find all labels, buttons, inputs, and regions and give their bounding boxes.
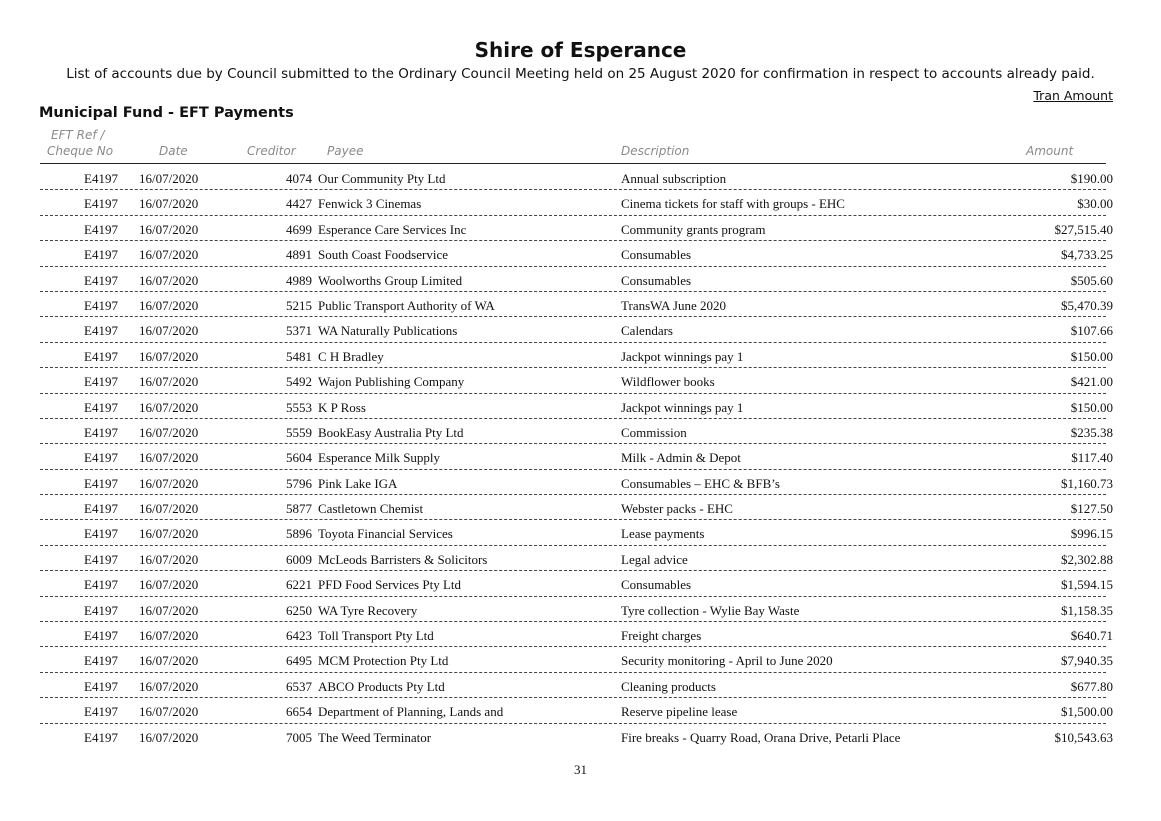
- cell-amount: $10,543.63: [1054, 729, 1113, 745]
- cell-date: 16/07/2020: [139, 704, 199, 720]
- cell-payee: PFD Food Services Pty Ltd: [318, 577, 462, 593]
- cell-payee: Public Transport Authority of WA: [318, 297, 495, 313]
- cell-creditor: 5896: [286, 526, 312, 542]
- cell-payee: Fenwick 3 Cinemas: [318, 196, 422, 212]
- cell-ref: E4197: [84, 196, 118, 212]
- cell-payee: South Coast Foodservice: [318, 247, 448, 263]
- cell-ref: E4197: [84, 348, 118, 364]
- cell-description: Security monitoring - April to June 2020: [621, 653, 833, 669]
- cell-amount: $1,158.35: [1061, 602, 1113, 618]
- cell-ref: E4197: [84, 526, 118, 542]
- cell-payee: Toll Transport Pty Ltd: [318, 628, 434, 644]
- table-row: [0, 241, 1161, 266]
- cell-amount: $127.50: [1070, 501, 1113, 517]
- table-row: [0, 165, 1161, 190]
- cell-description: Calendars: [621, 323, 673, 339]
- cell-payee: ABCO Products Pty Ltd: [318, 678, 445, 694]
- cell-payee: Toyota Financial Services: [318, 526, 453, 542]
- cell-payee: The Weed Terminator: [318, 729, 432, 745]
- cell-payee: BookEasy Australia Pty Ltd: [318, 424, 464, 440]
- cell-description: Consumables – EHC & BFB’s: [621, 475, 780, 491]
- cell-description: Community grants program: [621, 221, 766, 237]
- cell-payee: Esperance Milk Supply: [318, 450, 441, 466]
- table-row: [0, 546, 1161, 571]
- cell-description: Cleaning products: [621, 678, 716, 694]
- cell-creditor: 5371: [286, 323, 312, 339]
- cell-description: Annual subscription: [621, 171, 727, 186]
- cell-payee: McLeods Barristers & Solicitors: [318, 551, 488, 567]
- cell-amount: $1,594.15: [1061, 577, 1113, 593]
- table-row: [0, 292, 1161, 317]
- cell-payee: Castletown Chemist: [318, 501, 424, 517]
- table-row: [0, 698, 1161, 723]
- table-row: [0, 470, 1161, 495]
- cell-amount: $1,500.00: [1061, 704, 1113, 720]
- cell-payee: Pink Lake IGA: [318, 475, 398, 491]
- header-date: Date: [159, 144, 188, 158]
- cell-description: Fire breaks - Quarry Road, Orana Drive, Petarli Place: [621, 729, 901, 745]
- table-row: [0, 622, 1161, 647]
- cell-payee: Esperance Care Services Inc: [318, 221, 467, 237]
- header-description: Description: [621, 144, 690, 158]
- cell-date: 16/07/2020: [139, 729, 199, 745]
- cell-description: Freight charges: [621, 628, 702, 644]
- cell-ref: E4197: [84, 424, 118, 440]
- cell-amount: $640.71: [1070, 628, 1113, 644]
- cell-description: Wildflower books: [621, 374, 715, 390]
- table-row: [0, 368, 1161, 393]
- report-subtitle: List of accounts due by Council submitted to the Ordinary Council Meeting held on 25 August 2020 for confirmation in respect to accounts already paid.: [66, 66, 1095, 82]
- cell-creditor: 4699: [286, 221, 312, 237]
- cell-date: 16/07/2020: [139, 551, 199, 567]
- cell-ref: E4197: [84, 272, 118, 288]
- cell-creditor: 4891: [286, 247, 312, 263]
- table-row: [0, 343, 1161, 368]
- tran-amount-link[interactable]: Tran Amount: [1033, 88, 1113, 103]
- cell-creditor: 4074: [286, 171, 312, 186]
- cell-payee: Woolworths Group Limited: [318, 272, 463, 288]
- cell-date: 16/07/2020: [139, 323, 199, 339]
- cell-amount: $5,470.39: [1061, 297, 1113, 313]
- cell-description: Jackpot winnings pay 1: [621, 348, 744, 364]
- cell-date: 16/07/2020: [139, 602, 199, 618]
- table-row: [0, 647, 1161, 672]
- cell-date: 16/07/2020: [139, 424, 199, 440]
- cell-creditor: 6009: [286, 551, 312, 567]
- cell-creditor: 5215: [286, 297, 312, 313]
- cell-ref: E4197: [84, 577, 118, 593]
- table-row: [0, 394, 1161, 419]
- cell-date: 16/07/2020: [139, 272, 199, 288]
- table-row: [0, 673, 1161, 698]
- cell-amount: $677.80: [1070, 678, 1113, 694]
- cell-payee: WA Tyre Recovery: [318, 602, 418, 618]
- cell-payee: WA Naturally Publications: [318, 323, 458, 339]
- cell-creditor: 5877: [286, 501, 312, 517]
- cell-description: Jackpot winnings pay 1: [621, 399, 744, 415]
- cell-date: 16/07/2020: [139, 196, 199, 212]
- cell-description: Consumables: [621, 247, 692, 263]
- cell-ref: E4197: [84, 602, 118, 618]
- cell-description: Consumables: [621, 272, 692, 288]
- cell-date: 16/07/2020: [139, 450, 199, 466]
- cell-creditor: 5492: [286, 374, 312, 390]
- table-row: [0, 724, 1161, 749]
- cell-ref: E4197: [84, 678, 118, 694]
- cell-description: Reserve pipeline lease: [621, 704, 738, 720]
- header-ref-line1: EFT Ref /: [51, 128, 105, 142]
- page-number: 31: [574, 762, 587, 777]
- cell-creditor: 4989: [286, 272, 312, 288]
- cell-creditor: 5553: [286, 399, 312, 415]
- cell-creditor: 6423: [286, 628, 312, 644]
- cell-date: 16/07/2020: [139, 678, 199, 694]
- cell-amount: $421.00: [1070, 374, 1113, 390]
- cell-amount: $7,940.35: [1061, 653, 1113, 669]
- cell-description: Cinema tickets for staff with groups - EHC: [621, 196, 845, 212]
- cell-date: 16/07/2020: [139, 348, 199, 364]
- cell-amount: $190.00: [1070, 171, 1113, 186]
- cell-payee: Our Community Pty Ltd: [318, 171, 446, 186]
- cell-description: Consumables: [621, 577, 692, 593]
- cell-date: 16/07/2020: [139, 247, 199, 263]
- cell-payee: MCM Protection Pty Ltd: [318, 653, 449, 669]
- table-row: [0, 317, 1161, 342]
- cell-ref: E4197: [84, 729, 118, 745]
- table-row: [0, 520, 1161, 545]
- cell-ref: E4197: [84, 323, 118, 339]
- cell-ref: E4197: [84, 653, 118, 669]
- cell-date: 16/07/2020: [139, 399, 199, 415]
- cell-amount: $996.15: [1070, 526, 1113, 542]
- cell-ref: E4197: [84, 171, 118, 186]
- cell-payee: C H Bradley: [318, 348, 384, 364]
- cell-date: 16/07/2020: [139, 628, 199, 644]
- cell-description: TransWA June 2020: [621, 297, 726, 313]
- cell-date: 16/07/2020: [139, 171, 199, 186]
- cell-ref: E4197: [84, 247, 118, 263]
- cell-creditor: 5796: [286, 475, 312, 491]
- table-row: [0, 419, 1161, 444]
- cell-description: Tyre collection - Wylie Bay Waste: [621, 602, 800, 618]
- table-row: [0, 190, 1161, 215]
- payments-table: [0, 165, 1161, 749]
- cell-amount: $1,160.73: [1061, 475, 1113, 491]
- cell-ref: E4197: [84, 374, 118, 390]
- cell-creditor: 7005: [286, 729, 312, 745]
- cell-date: 16/07/2020: [139, 475, 199, 491]
- table-row: [0, 267, 1161, 292]
- header-payee: Payee: [327, 144, 364, 158]
- cell-ref: E4197: [84, 450, 118, 466]
- table-row: [0, 444, 1161, 469]
- cell-description: Commission: [621, 424, 687, 440]
- cell-ref: E4197: [84, 551, 118, 567]
- cell-date: 16/07/2020: [139, 374, 199, 390]
- table-row: [0, 571, 1161, 596]
- cell-creditor: 5559: [286, 424, 312, 440]
- cell-amount: $27,515.40: [1054, 221, 1113, 237]
- cell-amount: $505.60: [1070, 272, 1113, 288]
- cell-ref: E4197: [84, 297, 118, 313]
- cell-amount: $30.00: [1077, 196, 1113, 212]
- cell-creditor: 6537: [286, 678, 312, 694]
- cell-amount: $107.66: [1070, 323, 1113, 339]
- cell-payee: Wajon Publishing Company: [318, 374, 465, 390]
- cell-amount: $150.00: [1070, 399, 1113, 415]
- cell-creditor: 5604: [286, 450, 312, 466]
- cell-amount: $150.00: [1070, 348, 1113, 364]
- cell-date: 16/07/2020: [139, 501, 199, 517]
- cell-date: 16/07/2020: [139, 297, 199, 313]
- cell-creditor: 6495: [286, 653, 312, 669]
- cell-description: Lease payments: [621, 526, 705, 542]
- cell-payee: Department of Planning, Lands and: [318, 704, 504, 720]
- table-row: [0, 216, 1161, 241]
- cell-description: Webster packs - EHC: [621, 501, 733, 517]
- header-amount: Amount: [1026, 144, 1074, 158]
- cell-creditor: 5481: [286, 348, 312, 364]
- cell-date: 16/07/2020: [139, 577, 199, 593]
- cell-ref: E4197: [84, 399, 118, 415]
- table-row: [0, 495, 1161, 520]
- cell-amount: $235.38: [1070, 424, 1113, 440]
- cell-ref: E4197: [84, 628, 118, 644]
- header-ref-line2: Cheque No: [47, 144, 114, 158]
- header-creditor: Creditor: [247, 144, 296, 158]
- table-row: [0, 597, 1161, 622]
- cell-ref: E4197: [84, 704, 118, 720]
- cell-date: 16/07/2020: [139, 653, 199, 669]
- cell-amount: $117.40: [1071, 450, 1113, 466]
- cell-amount: $2,302.88: [1061, 551, 1113, 567]
- cell-creditor: 4427: [286, 196, 312, 212]
- cell-date: 16/07/2020: [139, 526, 199, 542]
- cell-ref: E4197: [84, 501, 118, 517]
- page-title: Shire of Esperance: [474, 38, 687, 62]
- cell-description: Milk - Admin & Depot: [621, 450, 741, 466]
- cell-creditor: 6250: [286, 602, 312, 618]
- cell-description: Legal advice: [621, 551, 688, 567]
- cell-creditor: 6221: [286, 577, 312, 593]
- cell-ref: E4197: [84, 221, 118, 237]
- cell-date: 16/07/2020: [139, 221, 199, 237]
- section-title: Municipal Fund - EFT Payments: [39, 105, 294, 121]
- header-divider: [40, 163, 1106, 164]
- cell-ref: E4197: [84, 475, 118, 491]
- cell-creditor: 6654: [286, 704, 312, 720]
- cell-amount: $4,733.25: [1061, 247, 1113, 263]
- cell-payee: K P Ross: [318, 399, 366, 415]
